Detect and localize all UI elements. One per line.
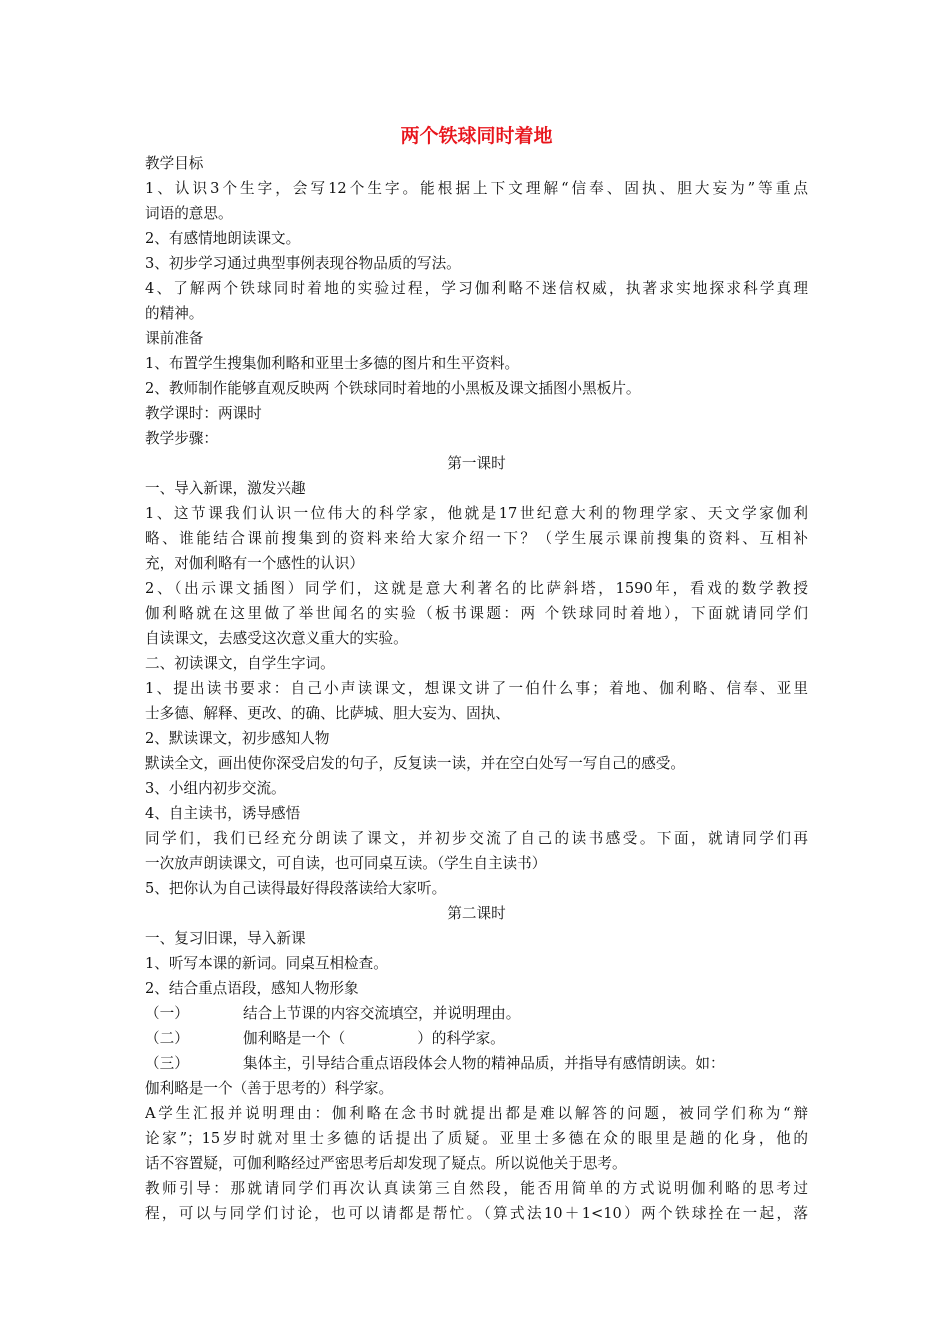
- list-item: [145, 1051, 808, 1076]
- list-item: [145, 1001, 808, 1026]
- document-page: [145, 124, 808, 1226]
- list-marker: （三）: [145, 1055, 189, 1072]
- list-item-text: 伽利略是一个: [243, 1030, 331, 1047]
- paragraph-line: 1、听写本课的新词。同桌互相检查。: [145, 955, 388, 972]
- paragraph-line: 士多德、解释、更改、的确、比萨城、胆大妄为、固执、: [145, 705, 510, 722]
- paragraph-line: 一次放声朗读课文，可自读，也可同桌互读。（学生自主读书）: [145, 855, 547, 872]
- paragraph-line: 1、布置学生搜集伽利略和亚里士多德的图片和生平资料。: [145, 355, 520, 372]
- heading-preparation: 课前准备: [145, 330, 204, 347]
- paragraph-line: 二、初读课文，自学生字词。: [145, 655, 335, 672]
- blank-open-paren: （: [330, 1030, 346, 1047]
- list-marker: （一）: [145, 1005, 189, 1022]
- paragraph-line: 话不容置疑，可伽利略经过严密思考后却发现了疑点。所以说他关于思考。: [145, 1155, 627, 1172]
- paragraph-line: 程，可以与同学们讨论，也可以请都是帮忙。（算式法10＋1<10）两个铁球拴在一起，落: [145, 1205, 808, 1222]
- paragraph-line: 1、认识3个生字，会写12个生字。能根据上下文理解“信奉、固执、胆大妄为”等重点: [145, 180, 808, 197]
- paragraph-line: 2、结合重点语段，感知人物形象: [145, 980, 359, 997]
- list-item-text: 的科学家。: [431, 1030, 505, 1047]
- paragraph-line: 1、这节课我们认识一位伟大的科学家，他就是17世纪意大利的物理学家、天文学家伽利: [145, 505, 808, 522]
- paragraph-line: 4、了解两个铁球同时着地的实验过程，学习伽利略不迷信权威，执著求实地探求科学真理: [145, 280, 808, 297]
- paragraph-line: 1、提出读书要求：自己小声读课文，想课文讲了一伯什么事；着地、伽利略、信奉、亚里: [145, 680, 808, 697]
- blank-close-paren: ）: [417, 1030, 432, 1047]
- heading-first-lesson: 第一课时: [447, 455, 506, 472]
- document-title: 两个铁球同时着地: [400, 125, 553, 147]
- paragraph-line: 略、谁能结合课前搜集到的资料来给大家介绍一下？（学生展示课前搜集的资料、互相补: [145, 530, 808, 547]
- list-item-text: 结合上节课的内容交流填空，并说明理由。: [243, 1005, 521, 1022]
- paragraph-line: 2、有感情地朗读课文。: [145, 230, 301, 247]
- list-item-text: 集体主，引导结合重点语段体会人物的精神品质，并指导有感情朗读。如：: [243, 1055, 725, 1072]
- heading-second-lesson: 第二课时: [447, 905, 506, 922]
- paragraph-line: 论家”；15岁时就对里士多德的话提出了质疑。亚里士多德在众的眼里是趟的化身，他的: [145, 1130, 808, 1147]
- paragraph-line: 一、复习旧课，导入新课: [145, 930, 306, 947]
- paragraph-line: 4、自主读书，诱导感悟: [145, 805, 301, 822]
- paragraph-line: 自读课文，去感受这次意义重大的实验。: [145, 630, 408, 647]
- list-item: [145, 1026, 808, 1051]
- paragraph-line: 伽利略就在这里做了举世闻名的实验（板书课题：两 个铁球同时着地），下面就请同学们: [145, 605, 808, 622]
- paragraph-line: 教学步骤：: [145, 430, 218, 447]
- paragraph-line: 2、教师制作能够直观反映两 个铁球同时着地的小黑板及课文插图小黑板片。: [145, 380, 641, 397]
- paragraph-line: 的精神。: [145, 305, 204, 322]
- paragraph-line: 教师引导：那就请同学们再次认真读第三自然段，能否用简单的方式说明伽利略的思考过: [145, 1180, 808, 1197]
- paragraph-line: 教学课时：两课时: [145, 405, 262, 422]
- paragraph-line: A学生汇报并说明理由：伽利略在念书时就提出都是难以解答的问题，被同学们称为“辩: [145, 1105, 808, 1122]
- paragraph-line: 2、默读课文，初步感知人物: [145, 730, 330, 747]
- paragraph-line: 一、导入新课，激发兴趣: [145, 480, 306, 497]
- paragraph-line: 5、把你认为自己读得最好得段落读给大家听。: [145, 880, 447, 897]
- paragraph-line: 充，对伽利略有一个感性的认识）: [145, 555, 364, 572]
- paragraph-line: 3、小组内初步交流。: [145, 780, 286, 797]
- paragraph-line: 2、（出示课文插图）同学们，这就是意大利著名的比萨斜塔，1590年，看戏的数学教授: [145, 580, 808, 597]
- paragraph-line: 默读全文，画出使你深受启发的句子，反复读一读，并在空白处写一写自己的感受。: [145, 755, 685, 772]
- heading-teaching-goals: 教学目标: [145, 155, 204, 172]
- paragraph-line: 3、初步学习通过典型事例表现谷物品质的写法。: [145, 255, 461, 272]
- paragraph-line: 词语的意思。: [145, 205, 233, 222]
- paragraph-line: 同学们，我们已经充分朗读了课文，并初步交流了自己的读书感受。下面，就请同学们再: [145, 830, 808, 847]
- paragraph-line: 伽利略是一个（善于思考的）科学家。: [145, 1080, 394, 1097]
- list-marker: （二）: [145, 1030, 189, 1047]
